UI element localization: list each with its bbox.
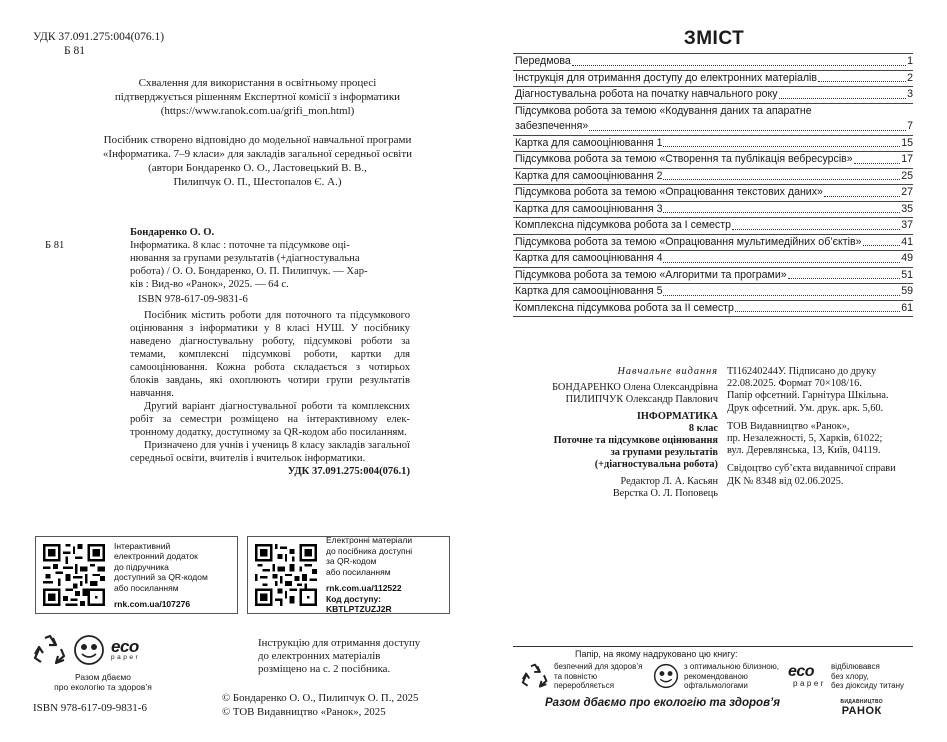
toc-item-title: Підсумкова робота за темою «Опрацювання текстових даних» [515,186,823,198]
qr-link[interactable]: rnk.com.ua/112522 [326,583,402,594]
toc-item[interactable] [513,301,913,318]
publisher-line: вул. Деревлянська, 13, Київ, 04119. [727,445,881,457]
eco-paper-logo [111,639,140,661]
tech-line: Друк офсетний. Ум. друк. арк. 5,60. [727,402,884,414]
certificate-line: Свідоцтво суб’єкта видавничої справи [727,463,896,475]
qr-box-text [114,541,208,610]
program-note [60,133,455,189]
eco-cell-line: без діоксиду титану [830,681,905,690]
toc-item-title: Передмова [515,55,571,67]
eco-motto: Разом дбаємо про екологію та здоров’я [545,697,780,709]
eco-paper-logo [788,664,826,689]
catalog-description-line: робота) / О. О. Бондаренко, О. П. Пилипчук. — Хар- [130,266,368,277]
catalog-description-line: нювання за групами результатів (+діагностувальна [130,253,360,264]
copyright-line: © ТОВ Видавництво «Ранок», 2025 [222,706,386,718]
udk-label: УДК 37.091.275:004(076.1) [33,31,165,43]
qr-box-interactive[interactable] [35,536,238,614]
toc-item-title: Діагностувальна робота на початку навчального року [515,88,778,100]
qr-code-icon[interactable] [43,544,105,606]
catalog-code: Б 81 [45,240,65,251]
toc-item-page: 7 [907,120,913,132]
qr-code-icon[interactable] [255,544,317,606]
catalog-isbn: ISBN 978-617-09-9831-6 [138,294,248,305]
paper-word: paper [111,654,141,661]
copyright [222,691,418,719]
eco-word: eco [111,637,139,656]
toc-item-page: 51 [901,268,913,281]
imprint-author: БОНДАРЕНКО Олена Олександрівна [552,382,718,394]
eco-caption: про екологію та здоров’я [54,682,152,692]
eco-cell-eyes [653,662,779,691]
catalog-annotation: Посібник містить роботи для поточного та підсумкового оцінювання з інформатики у 8 класі НУШ. У посібнику наведено діагностувальну роботу, підсумкові роботи за темами, комплексні підсумкові роботи, картки для самооцінювання. Кожна робота складається з чотирьох блоків завдань, які охоплюють чотири групи результатів навчання. [130,310,410,399]
catalog-card [33,226,410,478]
catalog-description-line: Інформатика. 8 клас : поточне та підсумкове оці- [130,240,350,251]
toc-item-page: 25 [901,169,913,182]
qr-line: доступний за QR-кодом [114,572,208,582]
toc-item-page: 49 [901,252,913,264]
instruction-note [258,637,458,676]
toc-item-title: Підсумкова робота за темою «Створення та публікація вебресурсів» [515,153,853,165]
eco-word: eco [788,663,815,680]
toc-item-title: Картка для самооцінювання 4 [515,252,663,264]
qr-line: або посиланням [114,582,179,593]
eco-caption: Разом дбаємо [74,672,132,682]
recycle-icon [33,634,67,666]
imprint-subtitle: (+діагностувальна робота) [594,459,718,471]
toc-item-page: 15 [901,136,913,149]
toc-item[interactable] [513,185,913,202]
eco-cell-line: відбілювався [830,662,880,671]
qr-line: до підручника [114,561,169,572]
publisher-logo [840,699,883,717]
toc-item[interactable] [513,169,913,186]
toc-item-page: 1 [907,55,913,67]
recycle-icon [521,663,549,689]
toc-item[interactable] [513,235,913,252]
eco-cell-line: переробляється [554,681,615,690]
imprint-editor: Редактор Л. А. Касьян [620,475,718,487]
paper-word: paper [793,679,826,688]
isbn-bottom: ISBN 978-617-09-9831-6 [33,702,147,714]
catalog-annotation: Призначено для учнів і учениць 8 класу закладів загальної середньої освіти, вчителів і вчительок інформатики. [130,440,410,464]
smile-eyes-icon [653,663,679,689]
program-line: Пилипчук О. П., Шестопалов Є. А.) [173,176,342,188]
toc-item-title: Комплексна підсумкова робота за II семестр [515,301,734,314]
catalog-udk: УДК 37.091.275:004(076.1) [287,466,410,477]
instruction-line: розміщено на с. 2 посібника. [258,663,391,675]
toc-item-title: Картка для самооцінювання 2 [515,169,663,182]
imprint-tech [727,366,917,488]
access-code: Код доступу: KBTLPTZUZJ2R [326,593,392,615]
eco-cell-paper [788,662,904,691]
toc-item[interactable] [513,251,913,268]
qr-line: Електронні матеріали [326,535,413,546]
tech-line: Папір офсетний. Гарнітура Шкільна. [727,390,889,402]
toc-item[interactable] [513,136,913,153]
edition-type: Навчальне видання [617,366,718,377]
toc-item-page: 61 [901,301,913,314]
qr-line: електронний додаток [114,551,198,561]
publisher-line: ТОВ Видавництво «Ранок», [727,420,850,432]
toc-item-title: Комплексна підсумкова робота за I семестр [515,219,731,231]
toc-item-page: 37 [901,219,913,231]
imprint-main [512,366,718,500]
approval-line: підтверджується рішенням Експертної комісії з інформатики [114,91,401,103]
qr-link[interactable]: rnk.com.ua/107276 [114,599,191,609]
imprint-book-title: ІНФОРМАТИКА [636,410,718,422]
qr-line: до посібника доступні [326,545,413,556]
toc-item-title: Картка для самооцінювання 5 [515,285,663,297]
toc-item-page: 3 [907,88,913,100]
tech-line: 22.08.2025. Формат 70×108/16. [727,378,862,390]
eco-cell-line: та повністю [554,671,598,681]
publisher-logo-big: РАНОК [841,705,882,717]
imprint-subtitle: за групами результатів [610,447,718,459]
toc-item[interactable] [513,268,913,285]
tech-line: ТІ16240244У. Підписано до друку [727,366,877,377]
toc-item[interactable] [513,218,913,235]
qr-box-materials[interactable] [247,536,450,614]
instruction-line: Інструкцію для отримання доступу [258,637,421,649]
catalog-author: Бондаренко О. О. [130,227,215,238]
catalog-annotation: Другий варіант діагностувальної роботи та комплексних робіт за семестри розміщено на інтерактивному електронному додатку, доступному за QR-кодом або посиланням. [130,401,410,438]
approval-line: Схвалення для використання в освітньому процесі [138,77,377,89]
toc-item-page: 41 [901,235,913,248]
approval-link[interactable]: (https://www.ranok.com.ua/grifi_mon.html) [160,105,355,117]
toc-item-page: 2 [907,71,913,84]
toc-item[interactable] [513,54,913,71]
smile-eyes-icon [73,634,105,666]
eco-cell-line: з оптимальною білизною, [684,662,779,671]
toc-item-title: Картка для самооцінювання 3 [515,202,663,215]
qr-line: за QR-кодом [326,556,377,567]
eco-cell-line: рекомендованою [684,671,748,681]
copyright-line: © Бондаренко О. О., Пилипчук О. П., 2025 [222,692,419,704]
imprint-author: ПИЛИПЧУК Олександр Павлович [565,394,718,406]
toc-item[interactable] [513,202,913,219]
imprint-subtitle: 8 клас [688,422,718,434]
toc-item[interactable] [513,71,913,88]
eco-badge [33,634,173,692]
eco-cell-line: безпечний для здоров’я [554,662,643,671]
eco-cell-recycle [521,662,642,691]
eco-strip-title: Папір, на якому надруковано цю книгу: [575,649,738,659]
publisher-line: пр. Незалежності, 5, Харків, 61022; [727,433,883,445]
toc-item-title: забезпечення» [515,120,589,132]
toc-item-title: Підсумкова робота за темою «Кодування даних та апаратне [515,104,812,117]
program-line: (автори Бондаренко О. О., Ластовецький В. В., [148,162,367,174]
approval-note [60,76,455,118]
toc-item-page: 17 [901,153,913,165]
qr-line: або посиланням [326,566,391,577]
catalog-description-line: ків : Вид-во «Ранок», 2025. — 64 с. [130,279,289,290]
toc-item-title: Підсумкова робота за темою «Опрацювання мультимедійних об’єктів» [515,235,862,248]
toc-item[interactable] [513,284,913,301]
udk-block [33,30,164,58]
imprint-subtitle: Поточне та підсумкове оцінювання [553,435,718,447]
qr-line: Інтерактивний [114,540,171,551]
program-line: Посібник створено відповідно до модельної навчальної програми [103,134,412,146]
toc-item[interactable] [513,104,913,136]
eco-cell-line: без хлору, [830,671,869,681]
eco-cell-line: офтальмологами [684,681,748,690]
certificate-line: ДК № 8348 від 02.06.2025. [727,475,844,487]
imprint-layout: Верстка О. Л. Поповець [612,487,718,499]
toc-item-page: 59 [901,285,913,297]
program-line: «Інформатика. 7–9 класи» для закладів загальної середньої освіти [102,148,413,160]
toc-item-page: 27 [901,186,913,198]
eco-strip [513,646,913,716]
instruction-line: до електронних матеріалів [258,650,381,662]
toc-title: ЗМІСТ [683,28,745,49]
toc-item[interactable] [513,152,913,169]
publisher-logo-small: ВИДАВНИЦТВО [840,699,883,705]
qr-box-text [326,535,442,615]
table-of-contents [513,53,913,317]
toc-item[interactable] [513,87,913,104]
bbk-label: Б 81 [64,45,85,57]
toc-item-page: 35 [901,202,913,215]
toc-item-title: Інструкція для отримання доступу до електронних матеріалів [515,71,818,84]
toc-item-title: Картка для самооцінювання 1 [515,136,663,149]
toc-item-title: Підсумкова робота за темою «Алгоритми та програми» [515,268,787,281]
